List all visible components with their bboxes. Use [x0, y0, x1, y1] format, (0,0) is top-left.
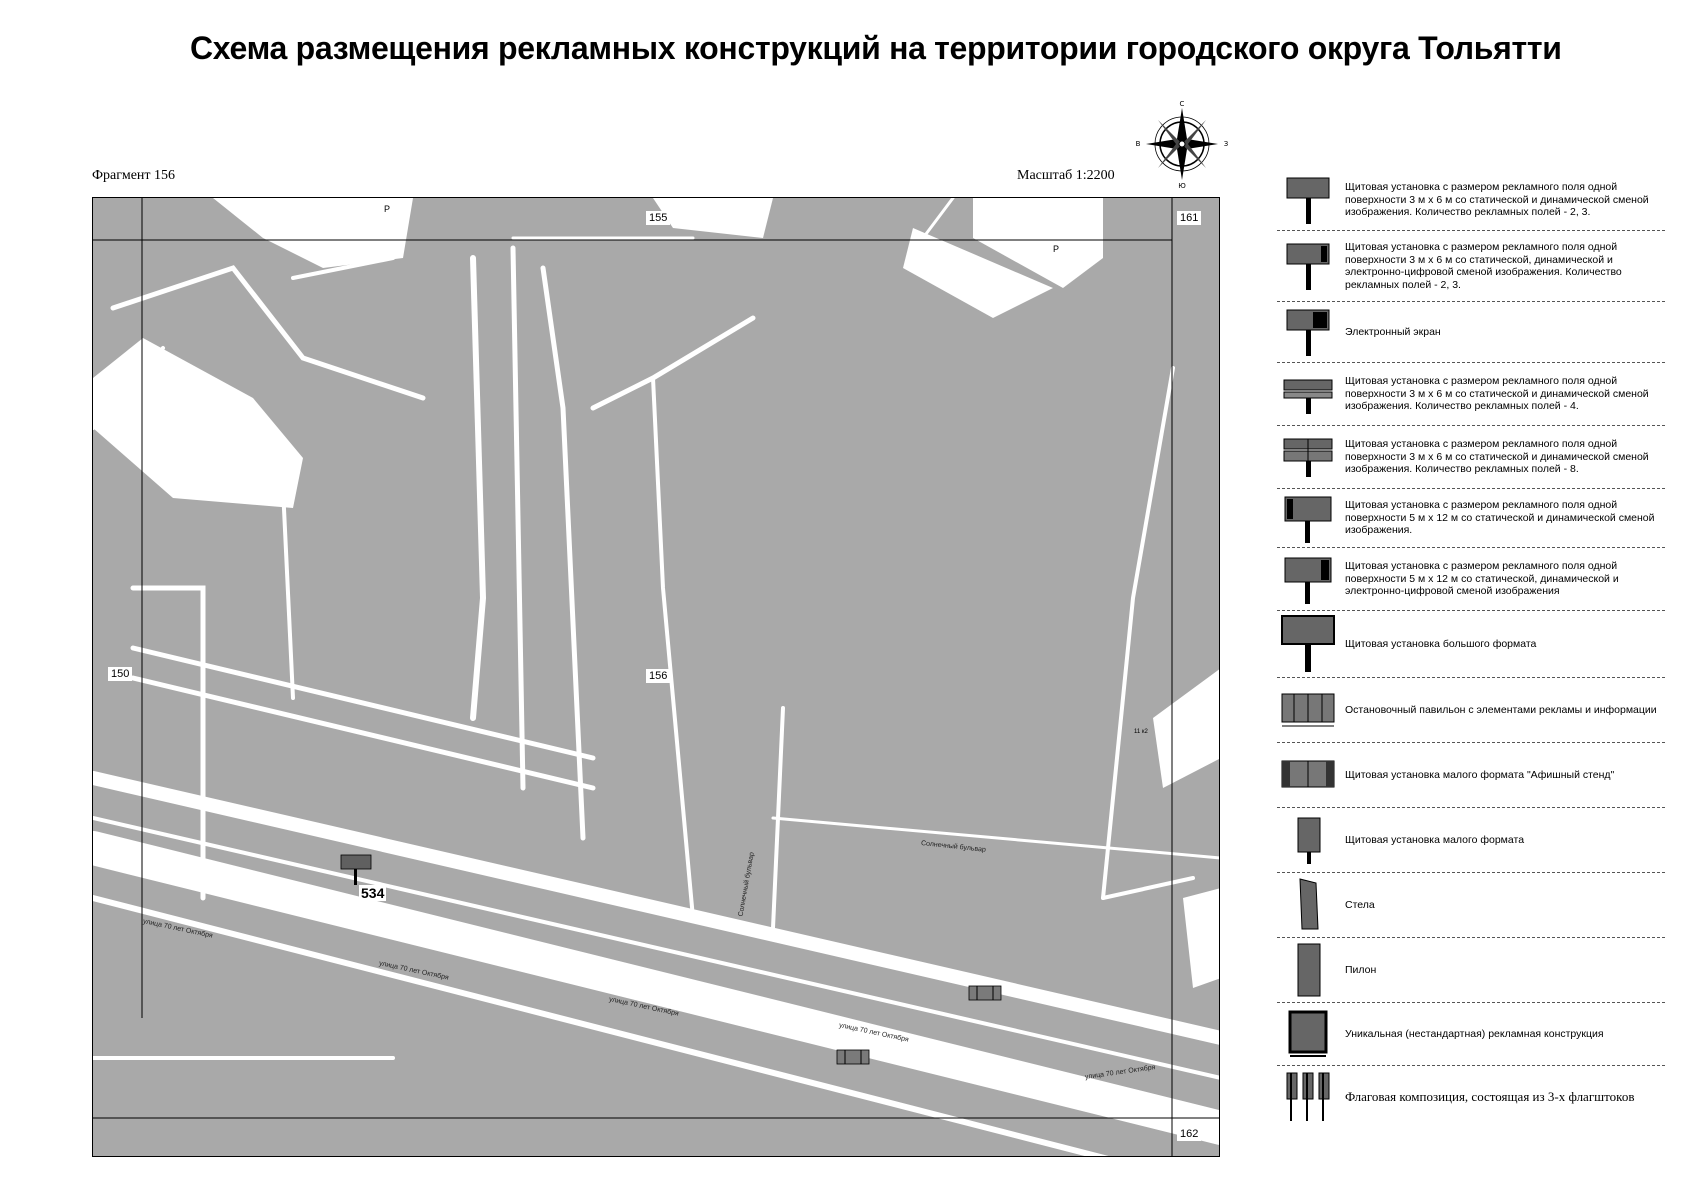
billboard-3x6-icon	[1277, 174, 1339, 226]
legend-text: Щитовая установка с размером рекламного поля одной поверхности 3 м х 6 м со статической и динамической сменой изображения. Количество рекламных полей - 8.	[1345, 438, 1649, 476]
bus-stop-pavilion-icon	[1277, 690, 1339, 730]
street-label: улица 70 лет Октября	[1084, 1064, 1156, 1081]
legend-item	[1277, 808, 1665, 873]
legend-item	[1277, 873, 1665, 938]
legend-text: Стела	[1345, 898, 1375, 911]
parking-label: P	[384, 204, 391, 214]
billboard-5x12-digital-icon	[1277, 554, 1339, 604]
street-label: улица 70 лет Октября	[838, 1022, 910, 1044]
grid-label-161: 161	[1177, 211, 1201, 225]
legend-text: Щитовая установка с размером рекламного поля одной поверхности 3 м х 6 м со статической, динамической и электронно-цифровой сменой изображения. Количество рекламных полей - 2, 3.	[1345, 241, 1622, 291]
unique-construction-icon	[1277, 1008, 1339, 1060]
legend-text: Электронный экран	[1345, 325, 1441, 338]
legend-item	[1277, 231, 1665, 302]
legend-item	[1277, 611, 1665, 678]
grid-label-155: 155	[646, 211, 670, 225]
compass-east: З	[1223, 140, 1229, 148]
grid-label-156: 156	[646, 669, 670, 683]
street-label: улица 70 лет Октября	[378, 960, 450, 982]
legend-item	[1277, 743, 1665, 808]
legend-item	[1277, 678, 1665, 743]
sign-number-534[interactable]: 534	[361, 885, 385, 901]
legend-item	[1277, 1066, 1665, 1128]
legend-item	[1277, 363, 1665, 426]
scale-label: Масштаб 1:2200	[1017, 168, 1115, 183]
legend-text: Щитовая установка с размером рекламного поля одной поверхности 5 м х 12 м со статической, динамической и электронно-цифровой сменой изображения	[1345, 560, 1619, 598]
street-label: Солнечный бульвар	[920, 840, 987, 854]
legend-text: Щитовая установка с размером рекламного поля одной поверхности 3 м х 6 м со статической и динамической сменой изображения. Количество рекламных полей - 2, 3.	[1345, 181, 1649, 219]
street-label: Солнечный бульвар	[737, 851, 756, 918]
legend-text: Щитовая установка малого формата	[1345, 833, 1525, 846]
flag-composition-icon	[1277, 1071, 1339, 1123]
bus-stop-pavilion-marker-icon[interactable]	[837, 1050, 869, 1064]
legend-text: Щитовая установка с размером рекламного поля одной поверхности 3 м х 6 м со статической и динамической сменой изображения. Количество рекламных полей - 4.	[1345, 375, 1649, 413]
electronic-screen-icon	[1277, 306, 1339, 358]
fragment-label: Фрагмент 156	[92, 168, 176, 183]
legend-text: Остановочный павильон с элементами рекламы и информации	[1345, 703, 1657, 716]
compass-west: В	[1135, 140, 1141, 148]
street-label: улица 70 лет Октября	[608, 996, 680, 1018]
billboard-4-fields-icon	[1277, 374, 1339, 414]
legend-item	[1277, 302, 1665, 363]
legend-panel	[1277, 170, 1665, 1128]
legend-item	[1277, 1003, 1665, 1066]
legend-text: Флаговая композиция, состоящая из 3-х флагштоков	[1345, 1089, 1635, 1104]
legend-text: Щитовая установка большого формата	[1345, 637, 1537, 650]
grid-label-162: 162	[1177, 1127, 1201, 1141]
billboard-8-fields-icon	[1277, 437, 1339, 477]
compass-rose-icon	[1132, 100, 1232, 188]
pylon-icon	[1277, 942, 1339, 998]
parking-label: P	[1053, 244, 1060, 254]
legend-text: Щитовая установка с размером рекламного поля одной поверхности 5 м х 12 м со статической и динамической сменой изображения.	[1345, 499, 1655, 537]
large-format-billboard-icon	[1277, 614, 1339, 674]
compass-south: Ю	[1178, 182, 1186, 188]
legend-item	[1277, 489, 1665, 548]
legend-item	[1277, 548, 1665, 611]
page-title: Схема размещения рекламных конструкций на территории городского округа Тольятти	[190, 30, 1562, 66]
building-label: 11 к2	[1134, 729, 1148, 735]
legend-item	[1277, 938, 1665, 1003]
legend-item	[1277, 426, 1665, 489]
stele-icon	[1277, 877, 1339, 933]
legend-text: Щитовая установка малого формата "Афишный стенд"	[1345, 768, 1615, 781]
bus-stop-pavilion-marker-icon[interactable]	[969, 986, 1001, 1000]
legend-text: Уникальная (нестандартная) рекламная конструкция	[1345, 1027, 1604, 1040]
legend-text: Пилон	[1345, 963, 1377, 976]
billboard-5x12-icon	[1277, 493, 1339, 543]
map-fragment[interactable]	[92, 197, 1220, 1157]
billboard-3x6-digital-icon	[1277, 240, 1339, 292]
poster-stand-icon	[1277, 755, 1339, 795]
legend-item	[1277, 170, 1665, 231]
small-format-board-icon	[1277, 814, 1339, 866]
grid-label-150: 150	[108, 667, 132, 681]
street-label: улица 70 лет Октября	[142, 918, 214, 940]
compass-north: С	[1179, 100, 1185, 108]
